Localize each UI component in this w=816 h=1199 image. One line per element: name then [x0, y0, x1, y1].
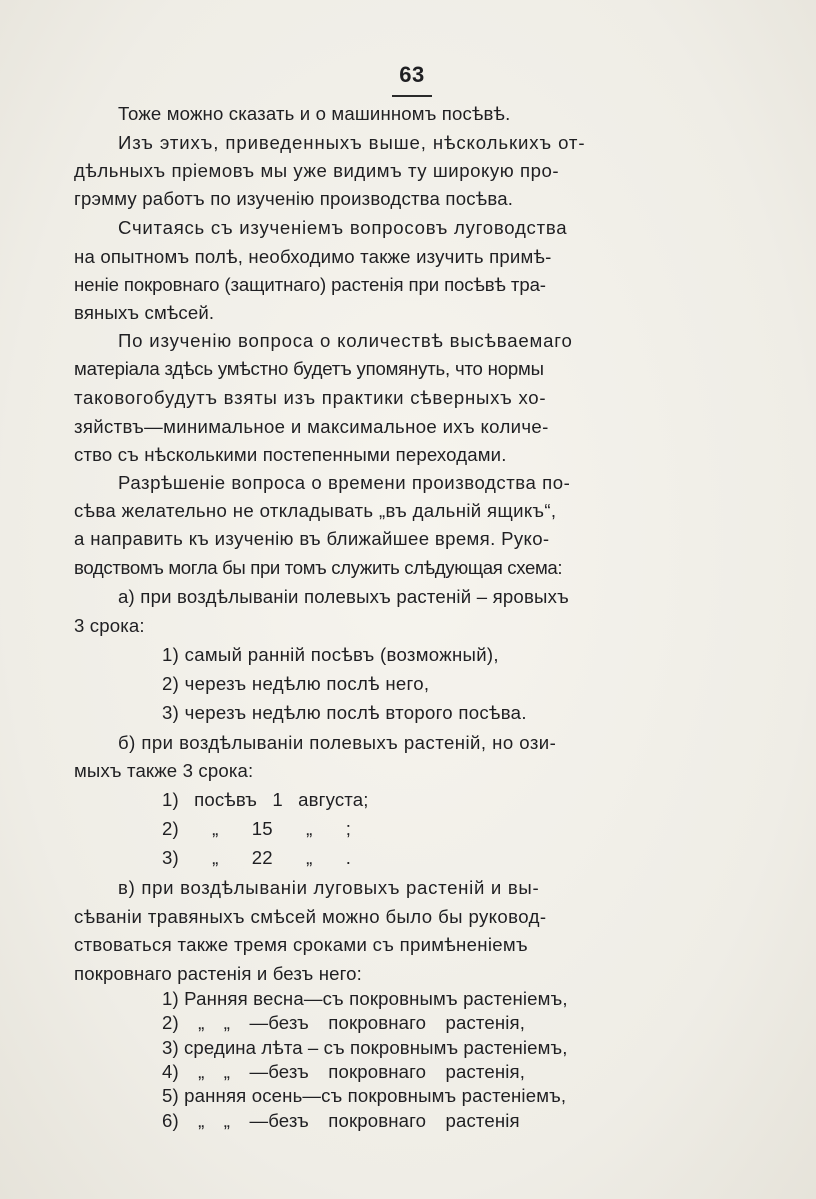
text-line: Тоже можно сказать и о машинномъ посѣвѣ. — [118, 103, 511, 124]
text-line: а) при воздѣлываніи полевыхъ растеній – яровыхъ — [118, 586, 569, 607]
list-item: 6) „ „ —безъ покровнаго растенія — [162, 1110, 520, 1131]
text-line: вяныхъ смѣсей. — [74, 302, 215, 323]
list-item: 2) „ „ —безъ покровнаго растенія, — [162, 1012, 526, 1033]
list-item: 1) посѣвъ 1 августа; — [162, 789, 369, 810]
list-item: 2) „ 15 „ ; — [162, 818, 352, 839]
text-line: неніе покровнаго (защитнаго) растенія при посѣвѣ тра- — [74, 274, 546, 295]
list-item: 1) самый ранній посѣвъ (возможный), — [162, 644, 499, 665]
text-line: а направить къ изученію въ ближайшее время. Руко- — [74, 528, 550, 549]
text-line: Считаясь съ изученіемъ вопросовъ луговодства — [118, 217, 568, 238]
text-line: таковогобудутъ взяты изъ практики сѣверныхъ хо- — [74, 387, 547, 408]
text-line: на опытномъ полѣ, необходимо также изучить примѣ- — [74, 246, 552, 267]
text-line: По изученію вопроса о количествѣ высѣваемаго — [118, 330, 573, 351]
text-line: ствоваться также тремя сроками съ примѣненіемъ — [74, 934, 528, 955]
text-line: сѣва желательно не откладывать „въ дальній ящикъ“, — [74, 500, 557, 521]
text-line: грэмму работъ по изученію производства посѣва. — [74, 188, 514, 209]
list-item: 5) ранняя осень—съ покровнымъ растеніемъ, — [162, 1085, 567, 1106]
text-line: дѣльныхъ пріемовъ мы уже видимъ ту широкую про- — [74, 160, 560, 181]
list-item: 3) средина лѣта – съ покровнымъ растеніемъ, — [162, 1037, 568, 1058]
text-line: ство съ нѣсколькими постепенными переходами. — [74, 444, 507, 465]
text-line: в) при воздѣлываніи луговыхъ растеній и вы- — [118, 877, 540, 898]
text-line: покровнаго растенія и безъ него: — [74, 963, 362, 984]
text-line: б) при воздѣлываніи полевыхъ растеній, но ози- — [118, 732, 557, 753]
text-line: Изъ этихъ, приведенныхъ выше, нѣсколькихъ от- — [118, 132, 586, 153]
list-item: 3) „ 22 „ . — [162, 847, 352, 868]
list-item: 1) Ранняя весна—съ покровнымъ растеніемъ, — [162, 988, 568, 1009]
text-line: 3 срока: — [74, 615, 145, 636]
list-item: 2) черезъ недѣлю послѣ него, — [162, 673, 430, 694]
text-line: сѣваніи травяныхъ смѣсей можно было бы руковод- — [74, 906, 547, 927]
list-item: 3) черезъ недѣлю послѣ второго посѣва. — [162, 702, 527, 723]
list-item: 4) „ „ —безъ покровнаго растенія, — [162, 1061, 526, 1082]
page-number: 63 — [399, 62, 425, 87]
text-line: Разрѣшеніе вопроса о времени производства по- — [118, 472, 571, 493]
text-line: мыхъ также 3 срока: — [74, 760, 254, 781]
text-line: матеріала здѣсь умѣстно будетъ упомянуть, что нормы — [74, 358, 544, 379]
text-line: зяйствъ—минимальное и максимальное ихъ количе- — [74, 416, 549, 437]
text-line: водствомъ могла бы при томъ служить слѣдующая схема: — [74, 557, 563, 578]
page-number-rule — [392, 95, 432, 97]
